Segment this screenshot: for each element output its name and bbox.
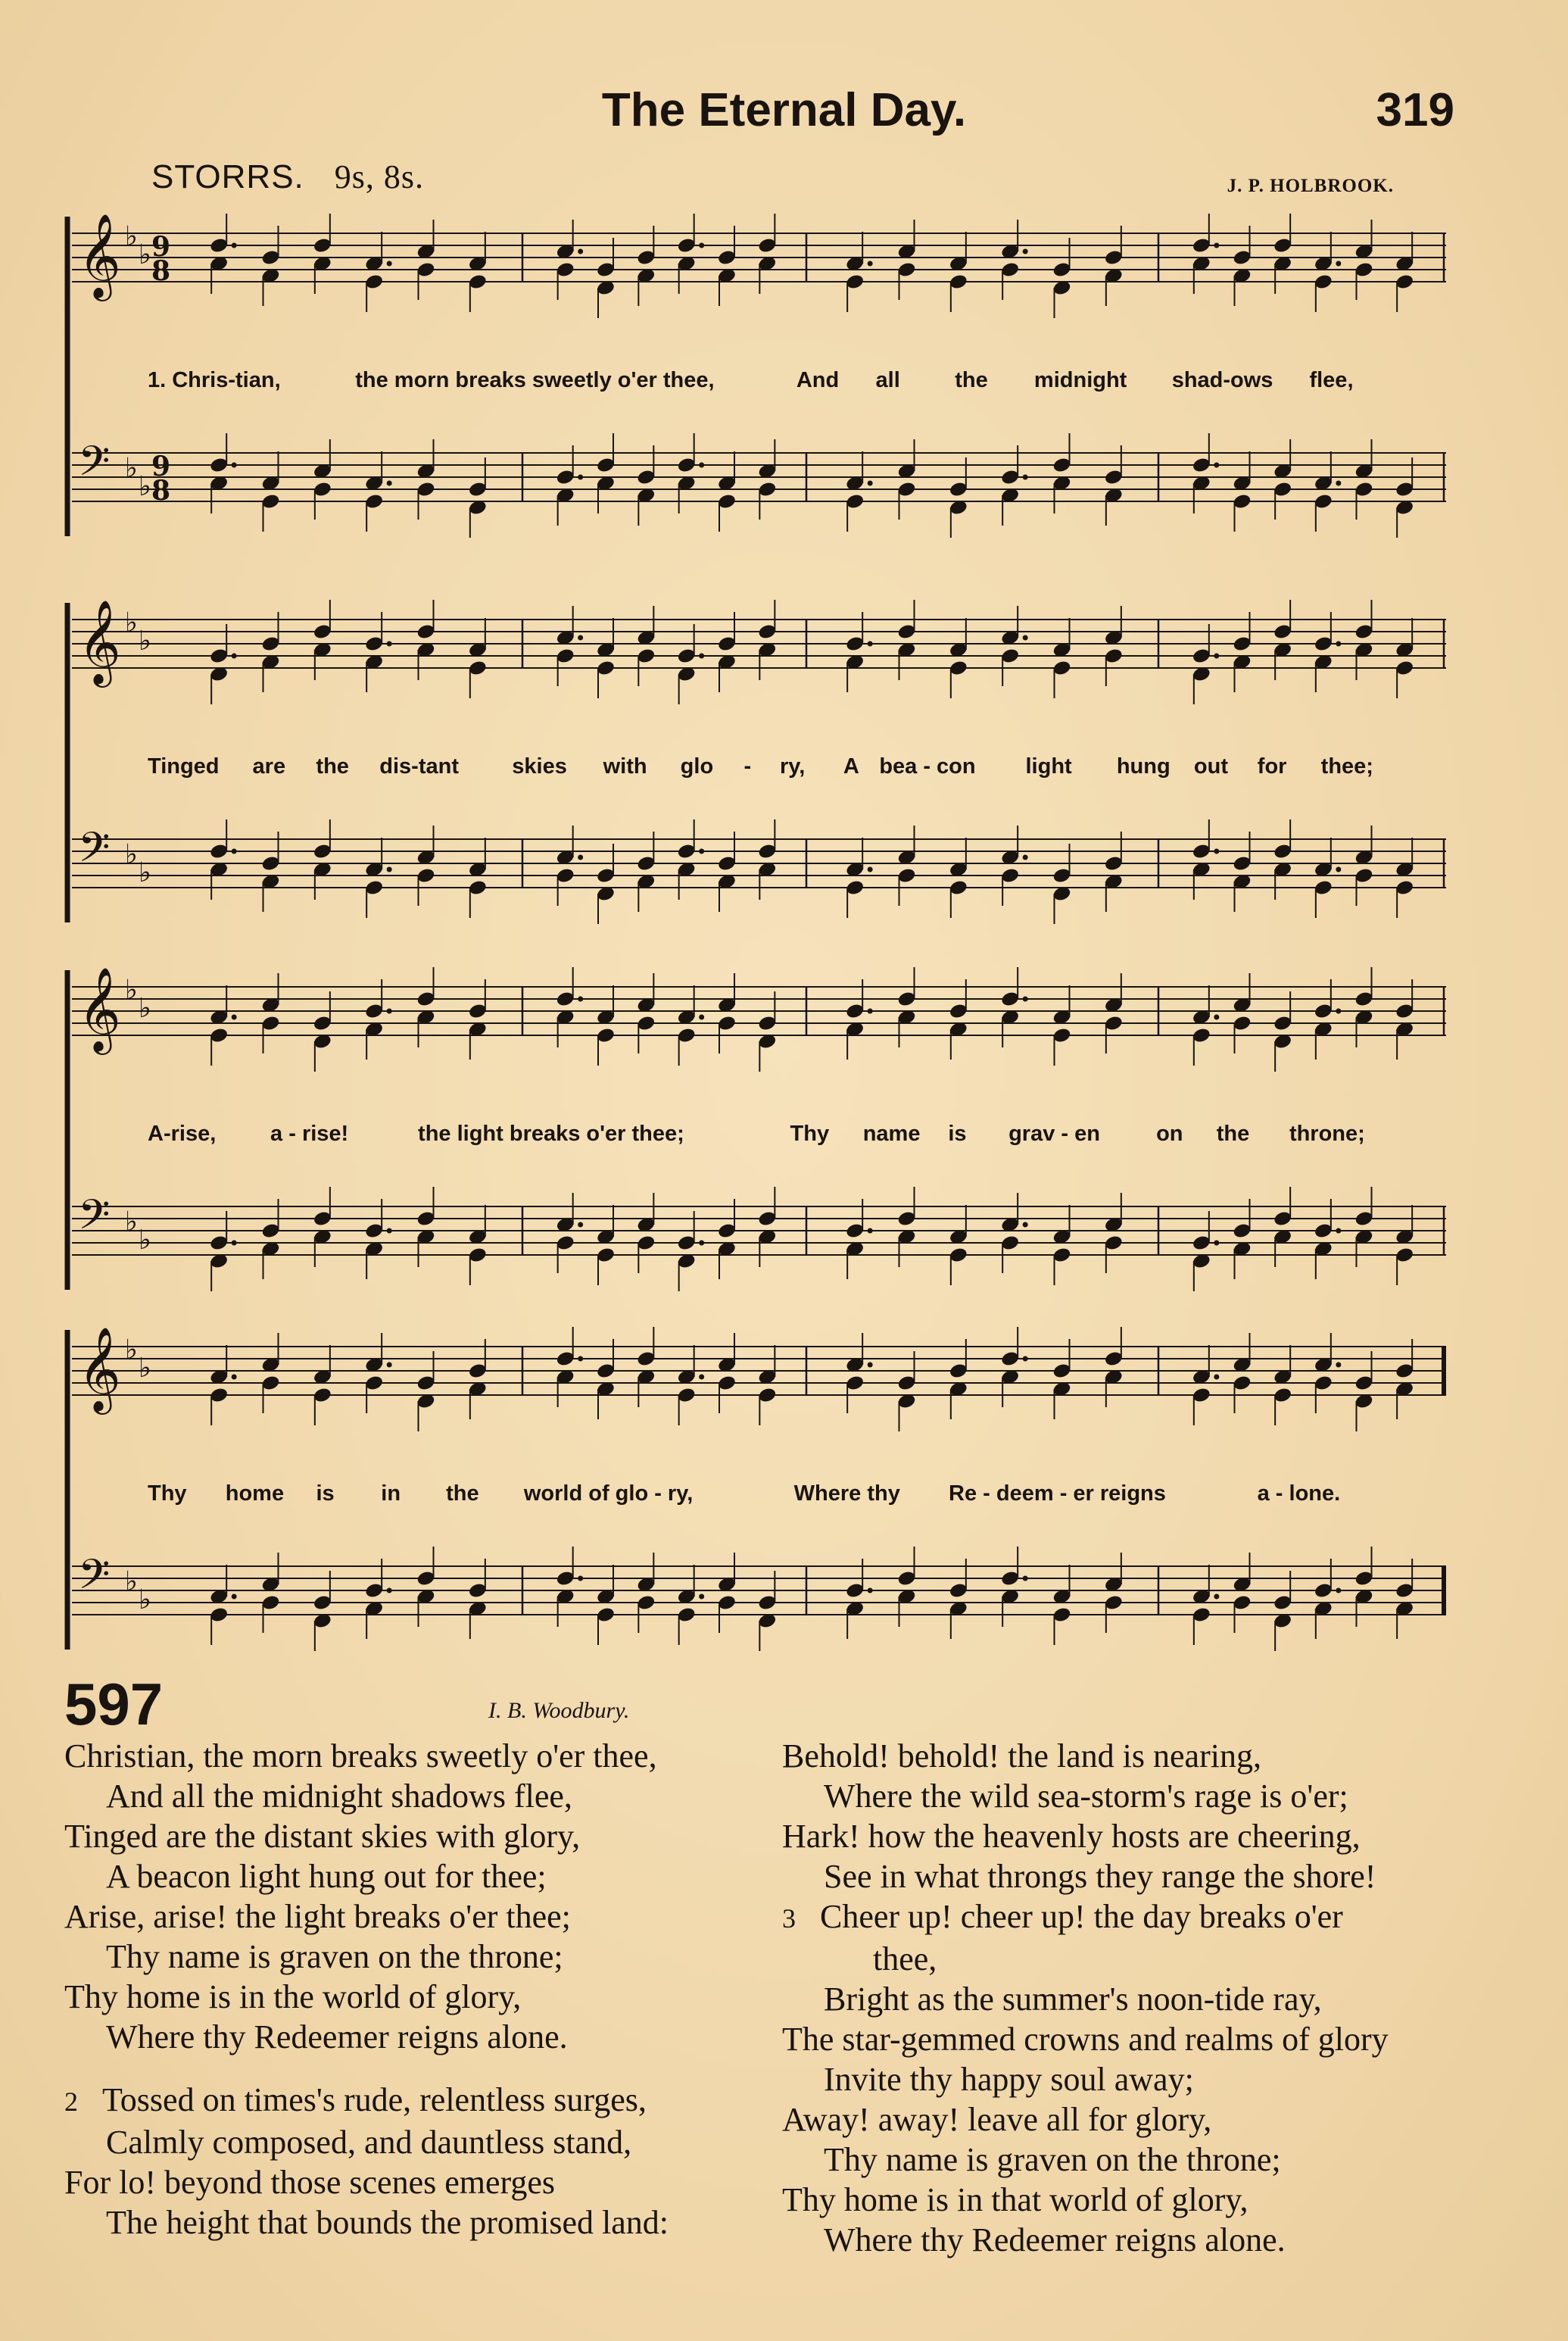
dot <box>578 1576 583 1581</box>
hymn-line <box>782 1939 1389 1979</box>
hymn-line <box>782 1896 1389 1939</box>
treble-clef-icon: 𝄞 <box>78 966 121 1051</box>
hymn-line-text: Calmly composed, and dauntless stand, <box>106 2124 632 2161</box>
dot <box>1336 1009 1341 1014</box>
lyric-syllable: in <box>381 1481 401 1506</box>
hymn-line-text: For lo! beyond those scenes emerges <box>64 2164 556 2201</box>
dot <box>387 1009 392 1014</box>
lyric-syllable: Thy <box>148 1481 187 1506</box>
lyric-syllable: flee, <box>1309 368 1354 392</box>
hymn-line-text: Away! away! leave all for glory, <box>782 2101 1212 2138</box>
flat-icon: ♭ <box>139 1584 151 1615</box>
music-system <box>57 211 1457 544</box>
hymn-line-text: And all the midnight shadows flee, <box>106 1778 572 1815</box>
verse-number: 2 <box>64 2087 78 2117</box>
hymn-line <box>64 1937 669 1977</box>
flat-icon: ♭ <box>125 975 138 1006</box>
flat-icon: ♭ <box>125 453 138 484</box>
lyric-syllable: light <box>1025 754 1072 779</box>
treble-clef-icon: 𝄞 <box>78 1326 121 1411</box>
dot <box>699 849 704 854</box>
dot <box>232 1594 237 1600</box>
hymn-line <box>64 1736 669 1776</box>
lyric-syllable: grav - en <box>1008 1122 1100 1146</box>
hymn-line <box>782 1776 1389 1816</box>
dot <box>699 243 704 248</box>
dot <box>699 1594 704 1600</box>
lyric-syllable: the <box>446 1481 479 1506</box>
hymn-line <box>64 2017 669 2057</box>
hymn-line <box>64 2122 669 2162</box>
lyric-line <box>57 1122 1457 1152</box>
lyric-syllable: are <box>252 754 286 779</box>
dot <box>578 1222 583 1228</box>
lyric-syllable: for <box>1257 754 1287 779</box>
hymn-line-text: Where thy Redeemer reigns alone. <box>106 2018 568 2055</box>
dot <box>1023 997 1028 1002</box>
dot <box>1336 867 1341 872</box>
dot <box>1214 654 1219 659</box>
bass-staff <box>72 1187 1446 1291</box>
dot <box>699 1241 704 1246</box>
lyric-syllable: shad-ows <box>1171 368 1273 392</box>
hymn-text-column-left <box>64 1736 669 2243</box>
dot <box>387 867 392 872</box>
hymn-line-text: Hark! how the heavenly hosts are cheering, <box>782 1818 1361 1855</box>
dot <box>868 481 873 486</box>
hymn-line <box>64 1896 669 1937</box>
dot <box>387 641 392 647</box>
hymn-line-text: Arise, arise! the light breaks o'er thee; <box>64 1898 571 1935</box>
lyric-syllable: throne; <box>1289 1122 1365 1146</box>
composer: J. P. HOLBROOK. <box>1227 176 1394 196</box>
hymn-line-text: Christian, the morn breaks sweetly o'er thee, <box>64 1737 657 1774</box>
lyric-line <box>57 754 1457 785</box>
dot <box>1023 1356 1028 1362</box>
bass-clef-icon: 𝄢 <box>78 1550 111 1609</box>
page-header <box>0 83 1568 151</box>
lyric-syllable: the <box>316 754 349 779</box>
dot <box>1023 1576 1028 1581</box>
stanza-gap <box>64 2057 669 2080</box>
hymn-line <box>782 1856 1389 1896</box>
flat-icon: ♭ <box>125 607 138 638</box>
dot <box>1023 475 1028 480</box>
lyric-syllable: is <box>316 1481 335 1506</box>
lyric-syllable: Tinged <box>148 754 220 779</box>
hymn-line-text: Thy home is in the world of glory, <box>64 1978 522 2015</box>
dot <box>1023 1222 1028 1228</box>
dot <box>1023 855 1028 860</box>
verse-number: 3 <box>782 1903 796 1934</box>
bass-staff <box>72 1547 1446 1651</box>
dot <box>232 1241 237 1246</box>
lyric-syllable: - <box>743 754 752 779</box>
hymn-line <box>782 1816 1389 1856</box>
dot <box>1023 635 1028 641</box>
flat-icon: ♭ <box>125 1334 138 1366</box>
time-signature: 9 <box>151 451 171 482</box>
treble-clef-icon: 𝄞 <box>78 213 121 298</box>
dot <box>232 243 237 248</box>
hymn-line <box>782 2059 1389 2099</box>
hymn-line <box>782 2099 1389 2140</box>
treble-staff <box>72 1326 1446 1431</box>
tune-name: STORRS. <box>151 158 304 195</box>
flat-icon: ♭ <box>125 221 138 252</box>
hymn-line-text: Tinged are the distant skies with glory, <box>64 1818 581 1855</box>
lyric-syllable: thee; <box>1320 754 1373 779</box>
lyric-syllable: world of glo - ry, <box>523 1481 694 1506</box>
music-system <box>57 1324 1457 1657</box>
dot <box>1214 463 1219 468</box>
treble-staff <box>72 213 1446 318</box>
lyric-syllable: the morn breaks sweetly o'er thee, <box>355 368 715 392</box>
flat-icon: ♭ <box>139 857 151 888</box>
dot <box>699 1375 704 1380</box>
hymn-line <box>782 2220 1389 2260</box>
dot <box>868 1228 873 1234</box>
bass-clef-icon: 𝄢 <box>78 823 111 882</box>
dot <box>868 1362 873 1368</box>
lyric-syllable: the light breaks o'er thee; <box>418 1122 684 1146</box>
lyric-syllable: on <box>1156 1122 1183 1146</box>
time-signature: 9 <box>151 231 171 263</box>
hymn-line <box>782 1979 1389 2019</box>
lyric-syllable: A-rise, <box>148 1122 217 1146</box>
dot <box>578 855 583 860</box>
lyric-syllable: 1. Chris-tian, <box>148 368 281 392</box>
meter: 9s, 8s. <box>334 158 425 195</box>
lyric-syllable: home <box>225 1481 285 1506</box>
dot <box>868 641 873 647</box>
dot <box>699 1015 704 1020</box>
dot <box>1023 249 1028 254</box>
music-system <box>57 597 1457 930</box>
hymn-line <box>64 2080 669 2122</box>
hymn-line <box>782 2180 1389 2220</box>
dot <box>1336 1228 1341 1234</box>
dot <box>1214 243 1219 248</box>
flat-icon: ♭ <box>139 471 151 502</box>
hymn-line-text: Thy name is graven on the throne; <box>824 2141 1281 2178</box>
dot <box>1336 1362 1341 1368</box>
time-signature: 8 <box>151 475 171 507</box>
dot <box>868 261 873 267</box>
dot <box>578 475 583 480</box>
bass-clef-icon: 𝄢 <box>78 437 111 495</box>
hymn-line-text: Behold! behold! the land is nearing, <box>782 1737 1261 1774</box>
lyric-syllable: name <box>862 1122 921 1146</box>
lyric-syllable: midnight <box>1033 368 1127 392</box>
dot <box>699 654 704 659</box>
dot <box>387 1362 392 1368</box>
dot <box>232 1375 237 1380</box>
hymn-line-text: Thy home is in that world of glory, <box>782 2181 1248 2218</box>
flat-icon: ♭ <box>139 239 151 270</box>
hymn-line-text: Invite thy happy soul away; <box>824 2061 1194 2098</box>
hymn-line-text: The height that bounds the promised land: <box>106 2204 669 2241</box>
lyric-syllable: ry, <box>780 754 806 779</box>
hymn-line <box>64 1977 669 2017</box>
bass-staff <box>72 819 1446 924</box>
hymn-line-text: Thy name is graven on the throne; <box>106 1938 563 1975</box>
dot <box>699 463 704 468</box>
lyric-syllable: A <box>843 754 859 779</box>
lyric-syllable: bea - con <box>879 754 976 779</box>
dot <box>387 261 392 267</box>
bass-clef-icon: 𝄢 <box>78 1191 111 1249</box>
lyric-line <box>57 368 1457 398</box>
dot <box>232 654 237 659</box>
dot <box>868 867 873 872</box>
dot <box>578 635 583 641</box>
dot <box>1336 641 1341 647</box>
hymn-line-text: Bright as the summer's noon-tide ray, <box>824 1980 1322 2018</box>
lyric-syllable: And <box>796 368 840 392</box>
music-system <box>57 964 1457 1297</box>
lyric-syllable: Re - deem - er reigns <box>949 1481 1166 1506</box>
dot <box>868 1009 873 1014</box>
dot <box>578 997 583 1002</box>
hymn-line-text: The star-gemmed crowns and realms of glory <box>782 2021 1389 2058</box>
treble-clef-icon: 𝄞 <box>78 599 121 684</box>
hymn-line <box>64 2162 669 2202</box>
hymn-number: 597 <box>64 1671 164 1737</box>
hymn-text-column-right <box>782 1736 1389 2260</box>
dot <box>387 481 392 486</box>
dot <box>868 1588 873 1593</box>
dot <box>1214 849 1219 854</box>
flat-icon: ♭ <box>139 626 151 657</box>
dot <box>1214 1241 1219 1246</box>
dot <box>1336 261 1341 267</box>
dot <box>232 1015 237 1020</box>
treble-staff <box>72 966 1446 1072</box>
lyric-syllable: the <box>955 368 988 392</box>
dot <box>1214 1375 1219 1380</box>
lyric-syllable: a - lone. <box>1257 1481 1341 1506</box>
time-signature: 8 <box>151 255 171 287</box>
dot <box>578 249 583 254</box>
hymn-line-text: thee, <box>873 1940 937 1977</box>
lyric-syllable: dis-tant <box>379 754 459 779</box>
treble-staff <box>72 599 1446 704</box>
dot <box>1336 1588 1341 1593</box>
hymn-author: I. B. Woodbury. <box>488 1698 630 1723</box>
tune-line <box>151 158 424 196</box>
flat-icon: ♭ <box>125 1566 138 1597</box>
lyric-syllable: glo <box>680 754 714 779</box>
dot <box>232 849 237 854</box>
hymn-line-text: Tossed on times's rude, relentless surges, <box>102 2081 647 2118</box>
flat-icon: ♭ <box>125 1206 138 1238</box>
hymn-line-text: See in what throngs they range the shore! <box>824 1858 1376 1895</box>
hymn-line <box>64 2202 669 2243</box>
lyric-syllable: a - rise! <box>270 1122 349 1146</box>
dot <box>578 1356 583 1362</box>
dot <box>232 463 237 468</box>
hymn-line <box>782 1736 1389 1776</box>
lyric-syllable: skies <box>512 754 567 779</box>
dot <box>387 1228 392 1234</box>
lyric-syllable: with <box>603 754 647 779</box>
lyric-syllable: hung <box>1116 754 1171 779</box>
lyric-syllable: Where thy <box>793 1481 900 1506</box>
page-number: 319 <box>1376 84 1454 136</box>
hymn-title: The Eternal Day. <box>601 84 967 136</box>
lyric-syllable: the <box>1216 1122 1250 1146</box>
hymn-line <box>64 1816 669 1856</box>
hymn-line-text: Cheer up! cheer up! the day breaks o'er <box>820 1898 1343 1935</box>
flat-icon: ♭ <box>139 993 151 1024</box>
dot <box>1336 481 1341 486</box>
lyric-syllable: out <box>1193 754 1229 779</box>
hymn-line <box>782 2019 1389 2059</box>
bass-staff <box>72 433 1446 538</box>
flat-icon: ♭ <box>139 1225 151 1256</box>
flat-icon: ♭ <box>125 839 138 870</box>
lyric-syllable: all <box>875 368 900 392</box>
dot <box>387 1588 392 1593</box>
hymn-line-text: A beacon light hung out for thee; <box>106 1858 547 1895</box>
dot <box>1214 1015 1219 1020</box>
lyric-line <box>57 1481 1457 1512</box>
dot <box>1214 1594 1219 1600</box>
hymn-line <box>64 1776 669 1816</box>
hymn-line <box>64 1856 669 1896</box>
lyric-syllable: Thy <box>790 1122 830 1146</box>
flat-icon: ♭ <box>139 1353 151 1384</box>
hymn-line-text: Where the wild sea-storm's rage is o'er; <box>824 1778 1348 1815</box>
lyric-syllable: is <box>948 1122 967 1146</box>
hymn-line <box>782 2140 1389 2180</box>
hymn-line-text: Where thy Redeemer reigns alone. <box>824 2221 1286 2258</box>
